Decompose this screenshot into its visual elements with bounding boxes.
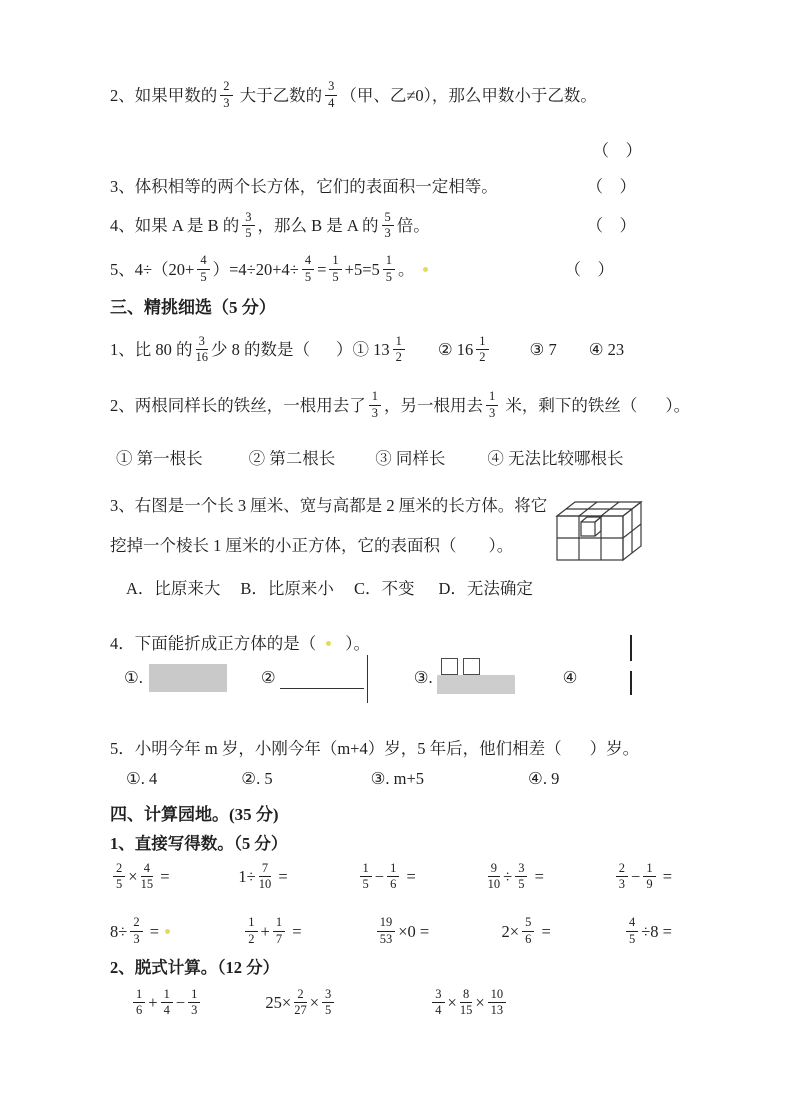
text-run: 2、脱式计算。（12 分）: [110, 957, 280, 977]
unfold-options-row: [110, 655, 672, 701]
text-run: 2×: [501, 921, 520, 941]
fraction-numerator: 5: [522, 916, 534, 932]
text-run: ÷: [503, 867, 513, 887]
fraction: [220, 80, 232, 111]
text-run: ）。: [665, 395, 691, 415]
mc-question-4: [110, 633, 672, 655]
scan-artifact-dot: [423, 267, 428, 272]
section-heading-four: [110, 804, 672, 826]
unfold-shape-3-square-2: [463, 658, 480, 675]
fraction-denominator: 5: [332, 269, 339, 284]
fraction: [259, 862, 272, 893]
unfold-shape-2-horizontal-line: [280, 688, 364, 689]
fixed-spacer: [335, 458, 375, 459]
tf-question-2: [110, 80, 672, 111]
fraction: [188, 988, 200, 1019]
fraction-numerator: 19: [377, 916, 396, 932]
fixed-spacer: [414, 588, 438, 589]
scan-artifact-dot: [165, 929, 170, 934]
text-run: 1、直接写得数。（5 分）: [110, 833, 288, 853]
text-run: =: [145, 921, 159, 941]
tf-question-4: [110, 211, 672, 242]
fixed-spacer: [637, 405, 665, 406]
text-run: 米，剩下的铁丝（: [501, 395, 638, 415]
text-run: 2、如果甲数的: [110, 85, 218, 105]
fraction-numerator: 3: [515, 862, 527, 878]
fixed-spacer: [110, 1002, 130, 1003]
text-run: （甲、乙≠0），那么甲数小于乙数。: [340, 85, 597, 105]
fixed-spacer: [110, 778, 126, 779]
text-run: 1÷: [238, 867, 256, 887]
fraction-denominator: 2: [395, 350, 402, 365]
text-run: ）岁。: [589, 738, 640, 758]
text-run: 3、右图是一个长 3 厘米、宽与高都是 2 厘米的长方体。将它: [110, 495, 548, 515]
fraction-numerator: 4: [141, 862, 153, 878]
text-run: ×: [309, 993, 319, 1013]
fraction-denominator: 4: [163, 1003, 170, 1018]
fixed-spacer: [337, 1002, 429, 1003]
unfold-shape-3-square-1: [441, 658, 458, 675]
fraction-numerator: 3: [242, 211, 254, 227]
fraction-denominator: 6: [525, 931, 532, 946]
fraction-numerator: 7: [259, 862, 271, 878]
text-run: ）① 13: [336, 340, 390, 360]
text-run: （ ）: [592, 140, 642, 160]
fraction: [515, 862, 527, 893]
fraction-denominator: 15: [140, 877, 154, 892]
fraction-denominator: 10: [487, 877, 501, 892]
text-run: 。: [398, 259, 415, 279]
text-run: 三、精挑细选（5 分）: [110, 297, 276, 317]
mc-question-2: [110, 389, 691, 421]
fixed-spacer: [636, 186, 672, 187]
fraction: [130, 916, 142, 947]
fraction: [197, 254, 209, 285]
fraction-numerator: 1: [387, 862, 399, 878]
fraction-numerator: 1: [133, 988, 145, 1004]
fraction: [245, 916, 257, 947]
fixed-spacer: [492, 349, 530, 350]
fraction-denominator: 3: [371, 405, 378, 420]
fraction-numerator: 3: [196, 335, 208, 351]
fraction-numerator: 9: [488, 862, 500, 878]
fraction-denominator: 3: [223, 95, 230, 110]
direct-calc-row-1: [110, 862, 672, 893]
fraction-denominator: 53: [379, 931, 393, 946]
fraction-numerator: 1: [393, 335, 405, 351]
fraction: [476, 335, 488, 366]
fixed-spacer: [220, 588, 240, 589]
fraction-denominator: 27: [294, 1003, 307, 1018]
fraction-numerator: 8: [460, 988, 472, 1004]
text-run: ③ 7: [529, 340, 557, 360]
fixed-spacer: [636, 225, 672, 226]
text-run: ）。: [488, 535, 514, 555]
text-run: ④ 无法比较哪根长: [487, 448, 624, 468]
unfold-shape-4-mark-bottom: [630, 671, 632, 695]
fraction-denominator: 2: [248, 931, 255, 946]
cuboid-figure: [553, 486, 673, 566]
fraction-denominator: 13: [490, 1003, 504, 1018]
text-run: ×0 =: [398, 921, 430, 941]
fixed-spacer: [310, 349, 336, 350]
fraction-denominator: 6: [136, 1003, 143, 1018]
fixed-spacer: [157, 778, 241, 779]
fraction-numerator: 1: [188, 988, 200, 1004]
fraction-denominator: 3: [384, 226, 391, 241]
fraction-denominator: 10: [258, 877, 272, 892]
fraction-denominator: 5: [200, 269, 207, 284]
fraction-denominator: 9: [646, 877, 653, 892]
unfold-shape-2: [280, 657, 372, 699]
fraction: [382, 211, 394, 242]
unfold-shape-4-mark-top: [630, 635, 632, 661]
fraction: [387, 862, 399, 893]
fraction-denominator: 16: [195, 350, 208, 365]
fraction: [377, 916, 396, 947]
fraction: [196, 335, 209, 366]
text-run: =: [537, 921, 551, 941]
unfold-shape-2-vertical-line: [367, 655, 368, 703]
text-run: ÷8 =: [641, 921, 672, 941]
text-run: 少 8 的数是（: [211, 340, 310, 360]
fraction-numerator: 1: [161, 988, 173, 1004]
text-run: ，另一根用去: [384, 395, 483, 415]
text-run: ）=4÷20+4÷: [212, 259, 299, 279]
fraction-numerator: 1: [273, 916, 285, 932]
text-run: ② 第二根长: [248, 448, 336, 468]
fixed-spacer: [334, 588, 354, 589]
mc-question-5-options: [110, 768, 672, 790]
text-run: ② 16: [437, 340, 474, 360]
fraction-denominator: 5: [385, 269, 393, 284]
fixed-spacer: [642, 150, 672, 151]
fixed-spacer: [562, 748, 590, 749]
fixed-spacer: [331, 643, 345, 644]
fraction-numerator: 4: [626, 916, 638, 932]
fraction: [616, 862, 628, 893]
fraction-numerator: 1: [476, 335, 488, 351]
fraction: [360, 862, 372, 893]
fraction-denominator: 3: [133, 931, 140, 946]
fraction-denominator: 15: [459, 1003, 473, 1018]
mc-question-5: [110, 738, 672, 760]
fraction: [133, 988, 145, 1019]
text-run: ③ 同样长: [375, 448, 446, 468]
text-run: 4、如果 A 是 B 的: [110, 216, 240, 236]
text-run: ③. m+5: [370, 768, 425, 788]
fraction-numerator: 2: [113, 862, 125, 878]
fraction: [302, 254, 314, 285]
fraction-numerator: 5: [382, 211, 394, 227]
fixed-spacer: [424, 778, 528, 779]
mc-question-3-options: [110, 578, 672, 600]
fixed-spacer: [203, 458, 249, 459]
fraction-numerator: 1: [369, 390, 381, 406]
fraction-denominator: 3: [618, 877, 625, 892]
fraction: [488, 862, 501, 893]
fixed-spacer: [110, 588, 126, 589]
fraction-numerator: 2: [616, 862, 628, 878]
unfold-option-4-label: ④: [562, 667, 578, 687]
fraction-denominator: 5: [518, 877, 525, 892]
fraction-numerator: 3: [322, 988, 334, 1004]
text-run: ）。: [345, 633, 370, 653]
text-run: 倍。: [396, 216, 430, 236]
fraction-denominator: 7: [275, 931, 283, 946]
unfold-option-2-label: ②: [260, 667, 276, 687]
text-run: ，那么 B 是 A 的: [257, 216, 379, 236]
fraction: [383, 254, 395, 285]
direct-calc-row-2: [110, 916, 672, 947]
tf-question-2-answer-bracket: [110, 140, 672, 162]
fixed-spacer: [415, 269, 423, 270]
fraction-denominator: 3: [191, 1003, 198, 1018]
fraction-denominator: 6: [390, 877, 397, 892]
fraction: [486, 390, 498, 421]
text-run: =: [274, 867, 288, 887]
text-run: ① 第一根长: [116, 448, 203, 468]
fraction: [322, 988, 334, 1019]
text-run: +5=5: [344, 259, 380, 279]
text-run: −: [374, 867, 385, 887]
text-run: 5．小明今年 m 岁，小刚今年（m+4）岁，5 年后，他们相差（: [110, 738, 562, 758]
offform-calc-heading: [110, 957, 672, 979]
text-run: =: [402, 867, 416, 887]
text-run: =: [530, 867, 544, 887]
tf-question-3: [110, 176, 672, 198]
fraction-numerator: 1: [329, 254, 341, 270]
fraction-numerator: 1: [486, 390, 498, 406]
text-run: ×: [475, 993, 485, 1013]
section-heading-three: [110, 297, 672, 319]
fraction-numerator: 1: [383, 254, 395, 270]
fixed-spacer: [557, 349, 589, 350]
text-run: （ ）: [586, 176, 636, 196]
text-run: 25×: [265, 993, 292, 1013]
text-run: ④. 9: [528, 768, 560, 788]
fraction-numerator: 3: [325, 80, 337, 96]
fraction: [522, 916, 534, 947]
fraction: [325, 80, 337, 111]
unfold-shape-1: [149, 664, 227, 692]
text-run: 大于乙数的: [235, 85, 323, 105]
fraction-numerator: 1: [360, 862, 372, 878]
text-run: 8÷: [110, 921, 128, 941]
text-run: −: [631, 867, 641, 887]
fraction: [141, 862, 154, 893]
fraction-numerator: 2: [130, 916, 142, 932]
text-run: +: [260, 921, 270, 941]
fixed-spacer: [408, 349, 438, 350]
fraction-numerator: 4: [302, 254, 314, 270]
text-run: （ ）: [586, 216, 636, 236]
text-run: ②. 5: [241, 768, 273, 788]
fraction: [294, 988, 307, 1019]
fraction-numerator: 2: [220, 80, 232, 96]
unfold-option-3-label: ③.: [413, 667, 433, 687]
fraction-denominator: 4: [435, 1003, 442, 1018]
text-run: −: [175, 993, 186, 1013]
text-run: ×: [128, 867, 138, 887]
fraction-denominator: 4: [328, 95, 335, 110]
fraction: [242, 211, 254, 242]
fraction-denominator: 3: [489, 405, 496, 420]
fraction: [432, 988, 444, 1019]
fraction-denominator: 5: [325, 1003, 332, 1018]
text-run: C．不变: [353, 578, 415, 598]
fraction: [113, 862, 125, 893]
fixed-spacer: [273, 778, 371, 779]
text-run: =: [156, 867, 170, 887]
mc-question-2-options: [110, 448, 672, 470]
fraction: [488, 988, 507, 1019]
fixed-spacer: [457, 545, 489, 546]
text-run: ④ 23: [588, 340, 625, 360]
fraction-denominator: 5: [245, 226, 252, 241]
text-run: 1、比 80 的: [110, 340, 193, 360]
fraction-numerator: 1: [643, 862, 655, 878]
fraction-numerator: 4: [197, 254, 209, 270]
mc-question-1: [110, 335, 672, 366]
text-run: 挖掉一个棱长 1 厘米的小正方体，它的表面积（: [110, 535, 457, 555]
fraction: [369, 390, 381, 421]
fixed-spacer: [316, 643, 326, 644]
text-run: （ ）: [564, 259, 614, 279]
unfold-shape-3-band: [437, 675, 515, 694]
text-run: A．比原来大: [126, 578, 221, 598]
fraction-denominator: 5: [116, 877, 123, 892]
text-run: 5、4÷（20+: [110, 259, 195, 279]
text-run: B．比原来小: [240, 578, 334, 598]
fraction-denominator: 2: [479, 350, 486, 365]
fraction: [460, 988, 473, 1019]
fraction-numerator: 10: [488, 988, 507, 1004]
text-run: =: [658, 867, 672, 887]
fraction: [643, 862, 655, 893]
text-run: =: [317, 259, 327, 279]
text-run: +: [148, 993, 158, 1013]
text-run: 2、两根同样长的铁丝，一根用去了: [110, 395, 366, 415]
fraction-denominator: 5: [304, 269, 312, 284]
fixed-spacer: [203, 1002, 265, 1003]
fraction-numerator: 1: [245, 916, 257, 932]
offform-calc-row: [110, 988, 672, 1019]
unfold-shape-3: [437, 658, 517, 698]
fraction-numerator: 3: [432, 988, 444, 1004]
fraction: [626, 916, 638, 947]
text-run: D．无法确定: [438, 578, 533, 598]
fraction-numerator: 2: [294, 988, 306, 1004]
fixed-spacer: [445, 458, 487, 459]
fraction: [273, 916, 285, 947]
unfold-option-1-label: ①.: [124, 667, 143, 687]
fixed-spacer: [614, 269, 672, 270]
fraction: [329, 254, 341, 285]
text-run: ×: [447, 993, 457, 1013]
text-run: 4．下面能折成正方体的是（: [110, 633, 317, 653]
fraction: [161, 988, 173, 1019]
text-run: 3、体积相等的两个长方体，它们的表面积一定相等。: [110, 176, 498, 196]
tf-question-5: [110, 254, 672, 285]
direct-calc-heading: [110, 833, 672, 855]
text-run: 四、计算园地。(35 分): [110, 804, 279, 824]
text-run: ①. 4: [126, 768, 158, 788]
text-run: =: [288, 921, 302, 941]
fraction-denominator: 5: [629, 931, 636, 946]
fraction-denominator: 5: [362, 877, 369, 892]
fraction: [393, 335, 405, 366]
